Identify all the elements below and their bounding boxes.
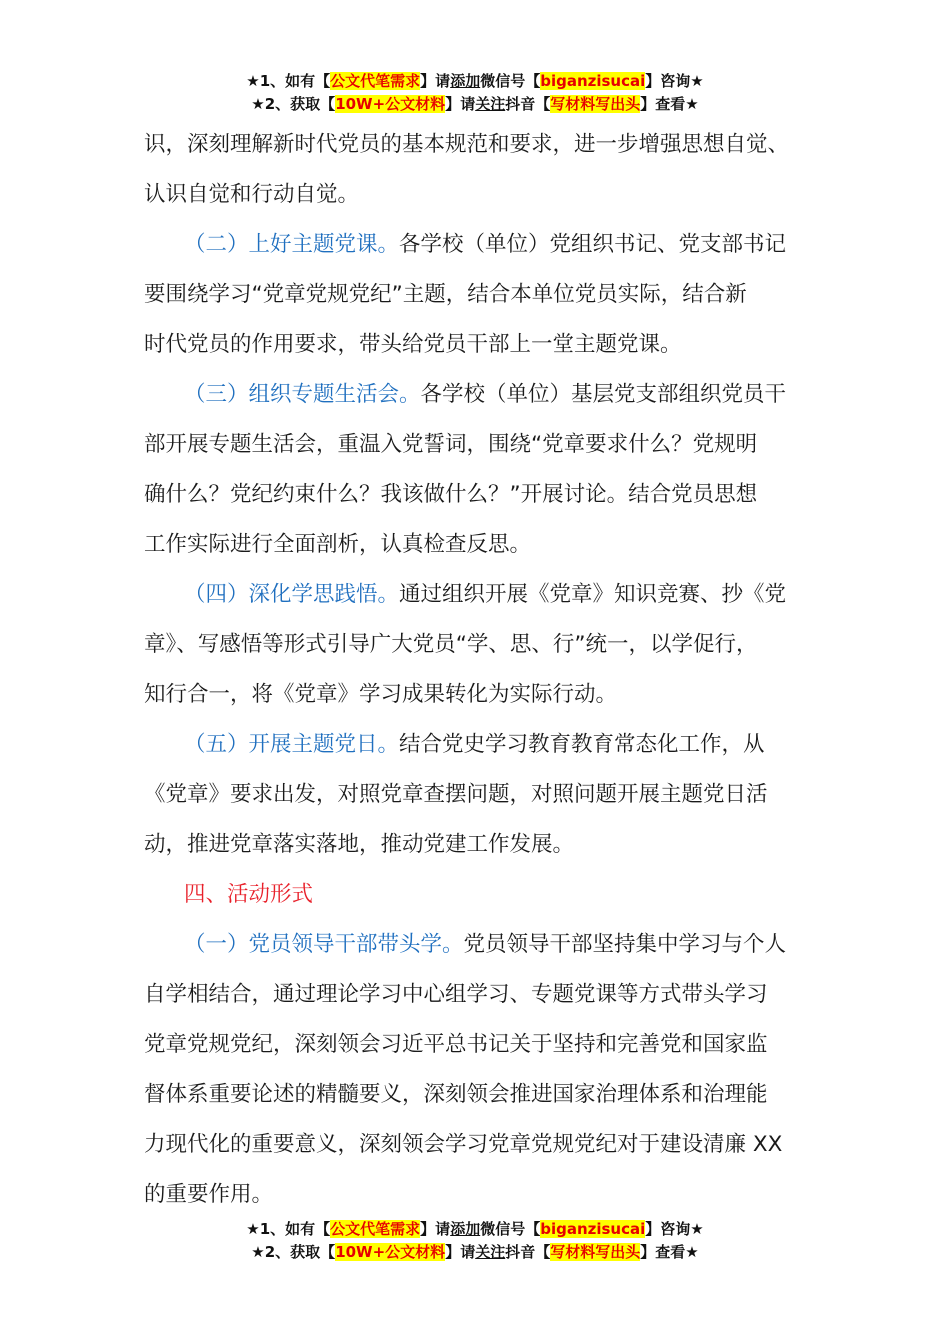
subheading: （三）组织专题生活会。	[184, 382, 421, 407]
banner-text: ★1、如有【	[246, 72, 331, 90]
banner-highlight: 公文代笔需求	[330, 72, 421, 90]
banner-underlined: 关注	[475, 95, 506, 113]
body-line: 力现代化的重要意义，深刻领会学习党章党规党纪对于建设清廉 XX	[144, 1132, 783, 1157]
banner-highlight: biganzisucai	[540, 72, 646, 90]
banner-line-2	[0, 93, 950, 116]
banner-text: ★2、获取【	[251, 95, 336, 113]
subheading-line: （四）深化学思践悟。通过组织开展《党章》知识竞赛、抄《党	[184, 582, 787, 607]
body-line: 党章党规党纪，深刻领会习近平总书记关于坚持和完善党和国家监	[144, 1032, 768, 1057]
body-line: 工作实际进行全面剖析，认真检查反思。	[144, 532, 532, 557]
document-body	[144, 120, 814, 1220]
subheading-line: （二）上好主题党课。各学校（单位）党组织书记、党支部书记	[184, 232, 787, 257]
body-line: 确什么？党纪约束什么？我该做什么？”开展讨论。结合党员思想	[144, 482, 758, 507]
subheading-line: （一）党员领导干部带头学。党员领导干部坚持集中学习与个人	[184, 932, 787, 957]
banner-text: 微信号【	[480, 1220, 541, 1238]
banner-underlined: 添加	[450, 1220, 481, 1238]
body-line: 的重要作用。	[144, 1182, 274, 1207]
header-banner	[0, 70, 950, 116]
subheading-line: （三）组织专题生活会。各学校（单位）基层党支部组织党员干	[184, 382, 787, 407]
body-line: 知行合一，将《党章》学习成果转化为实际行动。	[144, 682, 618, 707]
banner-text: ★1、如有【	[246, 1220, 331, 1238]
body-line: 自学相结合，通过理论学习中心组学习、专题党课等方式带头学习	[144, 982, 768, 1007]
subheading: （五）开展主题党日。	[184, 732, 400, 757]
banner-highlight: 10W+公文材料	[335, 1243, 446, 1261]
body-line: 《党章》要求出发，对照党章查摆问题，对照问题开展主题党日活	[144, 782, 768, 807]
banner-text: 】请	[420, 1220, 451, 1238]
banner-text: 】请	[445, 95, 476, 113]
banner-text: 抖音【	[505, 95, 551, 113]
banner-text: 抖音【	[505, 1243, 551, 1261]
banner-text: 】咨询★	[645, 1220, 704, 1238]
subheading: （二）上好主题党课。	[184, 232, 400, 257]
banner-text: 】咨询★	[645, 72, 704, 90]
body-line: 督体系重要论述的精髓要义，深刻领会推进国家治理体系和治理能	[144, 1082, 768, 1107]
banner-highlight: 写材料写出头	[550, 95, 641, 113]
body-line: 动，推进党章落实落地，推动党建工作发展。	[144, 832, 575, 857]
body-line: 识，深刻理解新时代党员的基本规范和要求，进一步增强思想自觉、	[144, 132, 790, 157]
banner-text: 】查看★	[640, 95, 699, 113]
subheading: （四）深化学思践悟。	[184, 582, 400, 607]
banner-highlight: 写材料写出头	[550, 1243, 641, 1261]
banner-underlined: 关注	[475, 1243, 506, 1261]
banner-text: 】请	[420, 72, 451, 90]
banner-line-1	[0, 70, 950, 93]
banner-highlight: biganzisucai	[540, 1220, 646, 1238]
body-line: 部开展专题生活会，重温入党誓词，围绕“党章要求什么？党规明	[144, 432, 758, 457]
banner-highlight: 公文代笔需求	[330, 1220, 421, 1238]
section-heading: 四、活动形式	[184, 882, 314, 907]
banner-text: 微信号【	[480, 72, 541, 90]
banner-text: ★2、获取【	[251, 1243, 336, 1261]
body-line: 时代党员的作用要求，带头给党员干部上一堂主题党课。	[144, 332, 682, 357]
subheading: （一）党员领导干部带头学。	[184, 932, 464, 957]
banner-line-1	[0, 1218, 950, 1241]
banner-text: 】查看★	[640, 1243, 699, 1261]
subheading-line: （五）开展主题党日。结合党史学习教育教育常态化工作，从	[184, 732, 765, 757]
body-line: 要围绕学习“党章党规党纪”主题，结合本单位党员实际，结合新	[144, 282, 747, 307]
banner-underlined: 添加	[450, 72, 481, 90]
banner-highlight: 10W+公文材料	[335, 95, 446, 113]
banner-text: 】请	[445, 1243, 476, 1261]
body-line: 章》、写感悟等形式引导广大党员“学、思、行”统一，以学促行，	[144, 632, 758, 657]
footer-banner	[0, 1218, 950, 1264]
body-line: 认识自觉和行动自觉。	[144, 182, 360, 207]
banner-line-2	[0, 1241, 950, 1264]
